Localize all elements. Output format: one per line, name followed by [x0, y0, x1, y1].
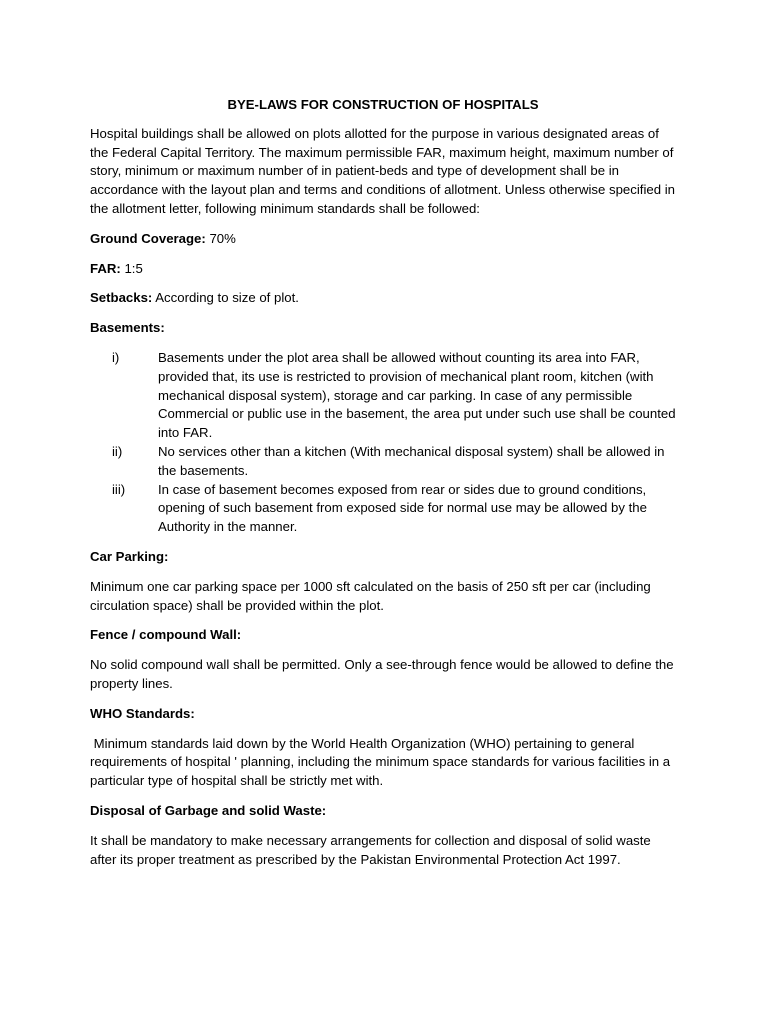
car-parking-paragraph: Minimum one car parking space per 1000 sft calculated on the basis of 250 sft per car (including circulation space) shall be provided within the plot.: [90, 578, 651, 613]
who-standards-paragraph: Minimum standards laid down by the World Health Organization (WHO) pertaining to general requirements of hospital ' planning, including the minimum space standards for various facilities in a particular type of hospital shall be strictly met with.: [90, 735, 674, 789]
list-item: [90, 349, 676, 443]
far-label: FAR:: [90, 260, 121, 276]
list-item: [90, 443, 676, 481]
ground-coverage-label: Ground Coverage:: [90, 230, 206, 246]
who-standards-heading: WHO Standards:: [90, 705, 195, 721]
setbacks-label: Setbacks:: [90, 290, 153, 306]
basements-list: [90, 349, 676, 537]
list-item-number: ii): [112, 443, 123, 459]
fence-heading: Fence / compound Wall:: [90, 627, 242, 643]
car-parking-heading: Car Parking:: [90, 548, 169, 564]
far-value: 1:5: [120, 260, 143, 276]
list-item-text: In case of basement becomes exposed from rear or sides due to ground conditions, opening of such basement from exposed side for normal use may be allowed by the Authority in the manner.: [158, 481, 647, 535]
garbage-disposal-paragraph: It shall be mandatory to make necessary arrangements for collection and disposal of solid waste after its proper treatment as prescribed by the Pakistan Environmental Protection Act 1997.: [90, 832, 651, 867]
fence-paragraph: No solid compound wall shall be permitted. Only a see-through fence would be allowed to define the property lines.: [90, 657, 674, 691]
list-item: [90, 481, 676, 537]
setbacks-line: [90, 289, 676, 308]
document-title: BYE-LAWS FOR CONSTRUCTION OF HOSPITALS: [227, 97, 539, 112]
setbacks-value: According to size of plot.: [152, 290, 299, 306]
ground-coverage-value: 70%: [205, 230, 236, 246]
intro-paragraph: Hospital buildings shall be allowed on plots allotted for the purpose in various designated areas of the Federal Capital Territory. The maximum permissible FAR, maximum height, maximum number of story, minimum or maximum number of in patient-beds and type of development shall be in accordance with the layout plan and terms and conditions of allotment. Unless otherwise specified in the allotment letter, following minimum standards shall be followed:: [90, 125, 675, 216]
garbage-disposal-heading: Disposal of Garbage and solid Waste:: [90, 802, 327, 818]
far-line: [90, 260, 676, 279]
list-item-number: i): [112, 349, 120, 365]
list-item-number: iii): [112, 481, 126, 497]
list-item-text: Basements under the plot area shall be allowed without counting its area into FAR, provided that, its use is restricted to provision of mechanical plant room, kitchen (with mechanical disposal system), storage and car parking. In case of any permissible Commercial or public use in the basement, the area put under such use shall be counted into FAR.: [158, 349, 676, 441]
ground-coverage-line: [90, 230, 676, 249]
basements-heading: Basements:: [90, 320, 165, 336]
list-item-text: No services other than a kitchen (With mechanical disposal system) shall be allowed in the basements.: [158, 443, 665, 478]
